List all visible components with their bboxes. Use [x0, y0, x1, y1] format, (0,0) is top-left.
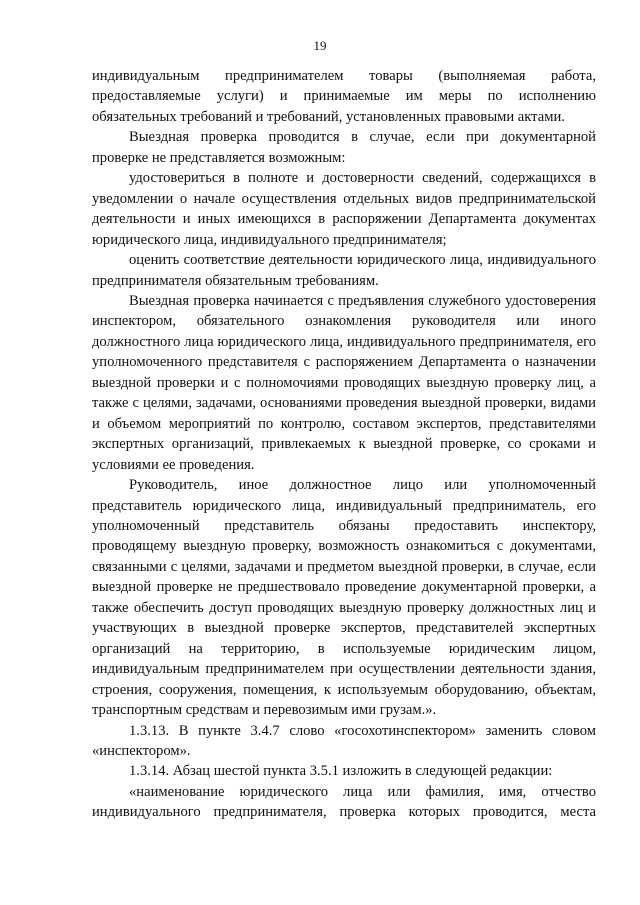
paragraph-representative-obligations: Руководитель, иное должностное лицо или уполномоченный представитель юридического лица, индивидуальный предприниматель, его уполномоченный представитель обязаны предоставить инспектору, проводящему выездную проверку, возможность ознакомиться с документами, связанными с целями, задачами и предметом выездной проверки, в случае, если выездной проверке не предшествовало проведение документарной проверки, а также обеспечить доступ проводящих выездную проверку должностных лиц и участвующих в выездной проверке экспертов, представителей экспертных организаций на территорию, в используемые юридическим лицом, индивидуальным предпринимателем при осуществлении деятельности здания, строения, сооружения, помещения, к используемым оборудованию, объектам, транспортным средствам и перевозимым ими грузам.». — [92, 477, 596, 719]
paragraph-amendment-1-3-14: 1.3.14. Абзац шестой пункта 3.5.1 изложить в следующей редакции: — [129, 763, 553, 780]
paragraph-new-wording: «наименование юридического лица или фамилия, имя, отчество индивидуального предпринимателя, проверка которых проводится, места — [92, 783, 596, 821]
paragraph-assess-compliance: оценить соответствие деятельности юридического лица, индивидуального предпринимателя обязательным требованиям. — [92, 252, 596, 289]
paragraph-inspection-start: Выездная проверка начинается с предъявления служебного удостоверения инспектором, обязательного ознакомления руководителя или иного должностного лица юридического лица, индивидуального предпринимателя, его уполномоченного представителя с распоряжением Департамента о назначении выездной проверки и с полномочиями проводящих выездную проверку лиц, а также с целями, задачами, основаниями проведения выездной проверки, видами и объемом мероприятий по контролю, составом экспертов, представителями экспертных организаций, привлекаемых к выездной проверке, со сроками и условиями ее проведения. — [92, 292, 596, 473]
document-body — [92, 66, 596, 823]
paragraph-amendment-1-3-13: 1.3.13. В пункте 3.4.7 слово «госохотинспектором» заменить словом «инспектором». — [92, 722, 596, 759]
paragraph-verify-completeness: удостовериться в полноте и достоверности сведений, содержащихся в уведомлении о начале осуществления отдельных видов предпринимательской деятельности и иных имеющихся в распоряжении Департамента документах юридического лица, индивидуального предпринимателя; — [92, 170, 596, 248]
paragraph-continuation: индивидуальным предпринимателем товары (выполняемая работа, предоставляемые услуги) и принимаемые им меры по исполнению обязательных требований и требований, установленных правовыми актами. — [92, 68, 596, 125]
paragraph-onsite-inspection-condition: Выездная проверка проводится в случае, если при документарной проверке не представляется возможным: — [92, 129, 596, 166]
page-number: 19 — [313, 38, 327, 53]
